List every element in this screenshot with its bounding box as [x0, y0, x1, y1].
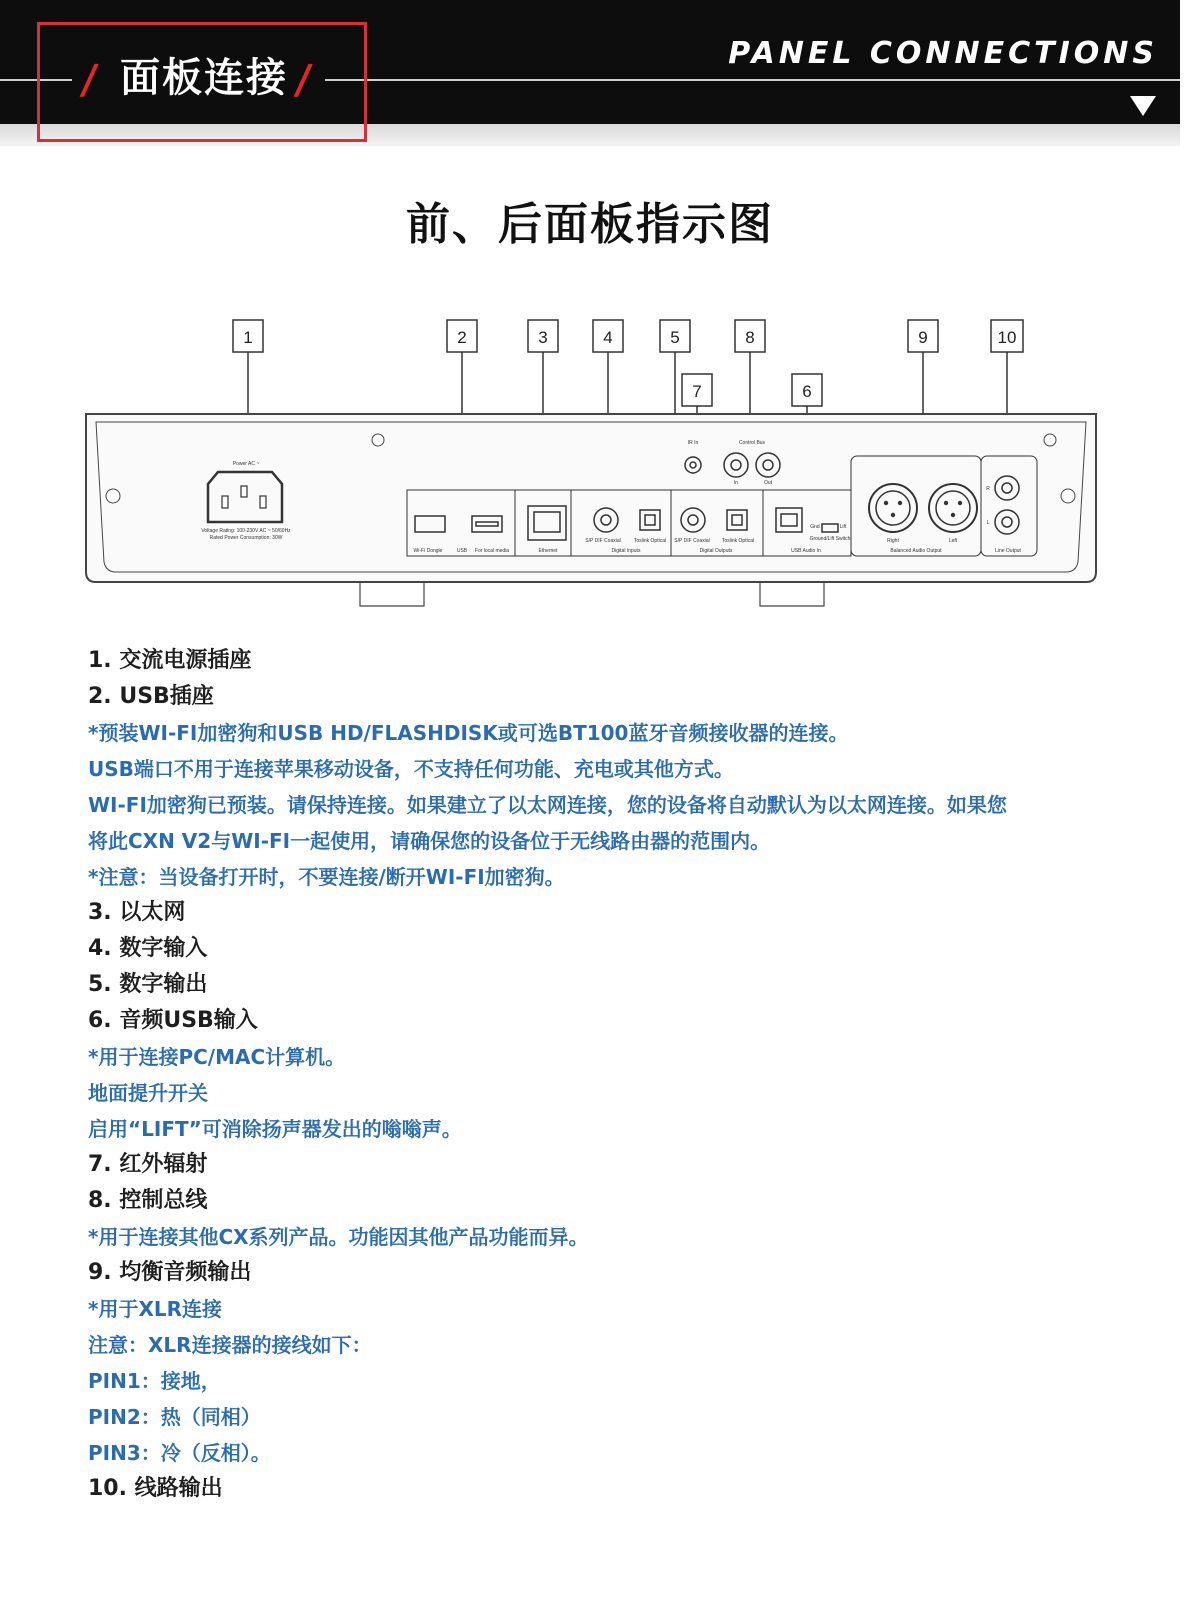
list-item: 8. 控制总线	[88, 1188, 208, 1213]
callout-8: 8	[745, 328, 755, 347]
label-cb-in: In	[733, 480, 739, 486]
list-note: *用于连接其他CX系列产品。功能因其他产品功能而异。	[88, 1225, 589, 1249]
callout-7: 7	[692, 382, 702, 401]
callout-1: 1	[243, 328, 253, 347]
rear-panel-diagram	[0, 310, 1180, 620]
label-line-output: Line Output	[995, 548, 1021, 554]
list-note: *预装WI-FI加密狗和USB HD/FLASHDISK或可选BT100蓝牙音频接收器的连接。	[88, 721, 849, 745]
list-item: 3. 以太网	[88, 900, 186, 925]
callout-10: 10	[997, 328, 1017, 347]
list-note: *用于连接PC/MAC计算机。	[88, 1045, 346, 1069]
label-spdif-out: S/P DIF Coaxial	[674, 538, 710, 544]
list-item: 1. 交流电源插座	[88, 648, 252, 673]
list-item: 4. 数字输入	[88, 936, 208, 961]
list-note: USB端口不用于连接苹果移动设备，不支持任何功能、充电或其他方式。	[88, 757, 734, 781]
label-digital-outputs: Digital Outputs	[699, 548, 733, 554]
list-note: WI-FI加密狗已预装。请保持连接。如果建立了以太网连接，您的设备将自动默认为以太网连接。如果您	[88, 793, 1007, 817]
label-lift: Lift	[839, 524, 847, 530]
list-item: 9. 均衡音频输出	[88, 1260, 252, 1285]
label-usb: USB	[456, 548, 468, 554]
label-left: Left	[948, 538, 958, 544]
callout-5: 5	[670, 328, 680, 347]
label-spdif-in: S/P DIF Coaxial	[585, 538, 621, 544]
callout-3: 3	[538, 328, 548, 347]
label-gnd: Gnd	[810, 524, 820, 530]
description-list	[88, 643, 1148, 1507]
label-ethernet: Ethernet	[538, 548, 558, 554]
label-cb-out: Out	[763, 480, 773, 486]
header-slash-right: /	[292, 57, 314, 103]
page-title: 前、后面板指示图	[406, 199, 774, 250]
label-balanced-out: Balanced Audio Output	[890, 548, 942, 554]
callout-9: 9	[918, 328, 928, 347]
label-digital-inputs: Digital Inputs	[611, 548, 641, 554]
label-ir-in: IR In	[687, 440, 699, 446]
list-note: 地面提升开关	[88, 1081, 208, 1105]
label-power-ac: Power AC ~	[232, 461, 260, 467]
chassis	[86, 414, 1096, 606]
label-consumption: Rated Power Consumption: 30W	[209, 535, 283, 541]
list-note: PIN2：热（同相）	[88, 1405, 261, 1429]
triangle-down-icon	[1130, 96, 1156, 116]
list-note: 启用“LIFT”可消除扬声器发出的嗡嗡声。	[88, 1117, 462, 1141]
list-note: 注意：XLR连接器的接线如下：	[88, 1333, 372, 1357]
list-item: 2. USB插座	[88, 684, 214, 709]
label-ground-lift: Ground/Lift Switch	[809, 536, 851, 542]
list-item: 10. 线路输出	[88, 1476, 223, 1501]
label-ch-r: R	[986, 486, 990, 492]
header-highlight-frame	[37, 22, 367, 142]
label-voltage: Voltage Rating: 100-230V AC ~ 50/60Hz	[201, 528, 291, 534]
list-item: 7. 红外辐射	[88, 1152, 208, 1177]
header-title-en: PANEL CONNECTIONS	[728, 36, 1158, 71]
callout-4: 4	[603, 328, 613, 347]
header-rule-right	[325, 79, 1180, 81]
list-note: PIN3：冷（反相）。	[88, 1441, 271, 1465]
label-usb-local: For local media	[474, 548, 510, 554]
list-note: *用于XLR连接	[88, 1297, 223, 1321]
label-toslink-in: Toslink Optical	[633, 538, 667, 544]
label-control-bus: Control Bus	[738, 440, 766, 446]
header-slash-left: /	[78, 57, 100, 103]
label-ch-l: L	[986, 520, 990, 526]
callout-2: 2	[457, 328, 467, 347]
list-item: 5. 数字输出	[88, 972, 208, 997]
list-note: PIN1：接地，	[88, 1369, 221, 1393]
list-note: 将此CXN V2与WI-FI一起使用，请确保您的设备位于无线路由器的范围内。	[88, 829, 771, 853]
label-usb-audio-in: USB Audio In	[791, 548, 821, 554]
label-toslink-out: Toslink Optical	[721, 538, 755, 544]
label-wifi-dongle: Wi-Fi Dongle	[413, 548, 443, 554]
label-right: Right	[887, 538, 899, 544]
callout-6: 6	[802, 382, 812, 401]
header-title-cn: 面板连接	[120, 55, 288, 101]
list-note: *注意：当设备打开时，不要连接/断开WI-FI加密狗。	[88, 865, 565, 889]
list-item: 6. 音频USB输入	[88, 1008, 258, 1033]
